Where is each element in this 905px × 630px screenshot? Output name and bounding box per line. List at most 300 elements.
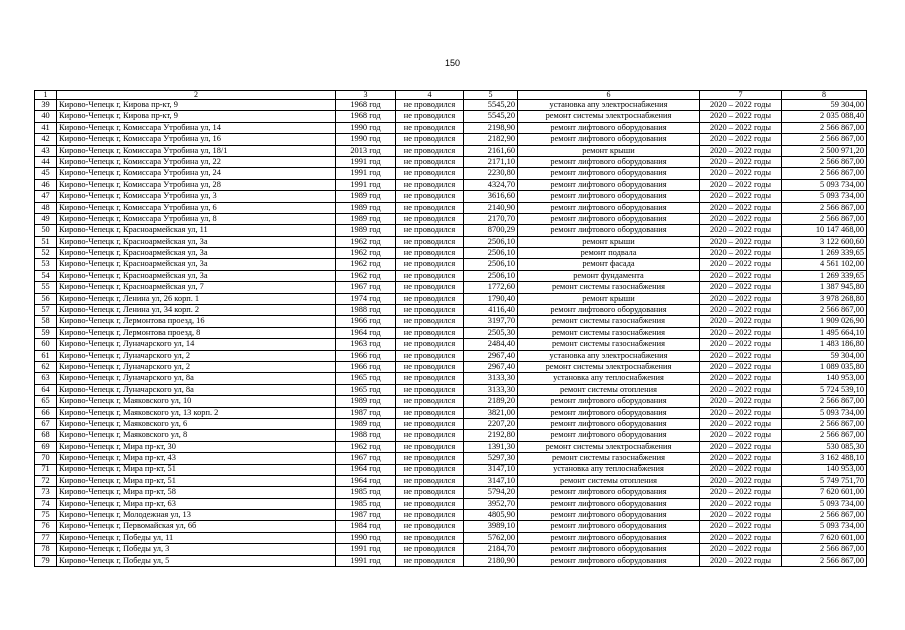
row-number-cell: 66 bbox=[35, 407, 57, 418]
work-type-cell: установка апу теплоснабжения bbox=[518, 373, 700, 384]
table-row bbox=[35, 544, 867, 555]
row-number-cell: 41 bbox=[35, 122, 57, 133]
period-cell: 2020 – 2022 годы bbox=[700, 168, 782, 179]
last-repair-cell: не проводился bbox=[396, 145, 464, 156]
work-type-cell: ремонт крыши bbox=[518, 293, 700, 304]
year-built-cell: 1991 год bbox=[336, 179, 396, 190]
address-cell: Кирово-Чепецк г, Комиссара Утробина ул, 6 bbox=[57, 202, 336, 213]
area-cell: 3616,60 bbox=[464, 191, 518, 202]
cost-cell: 5 093 734,00 bbox=[782, 521, 867, 532]
year-built-cell: 1966 год bbox=[336, 361, 396, 372]
work-type-cell: ремонт системы отопления bbox=[518, 475, 700, 486]
work-type-cell: ремонт крыши bbox=[518, 145, 700, 156]
table-row bbox=[35, 350, 867, 361]
table-row bbox=[35, 475, 867, 486]
address-cell: Кирово-Чепецк г, Красноармейская ул, 3а bbox=[57, 248, 336, 259]
year-built-cell: 1987 год bbox=[336, 510, 396, 521]
row-number-cell: 52 bbox=[35, 248, 57, 259]
last-repair-cell: не проводился bbox=[396, 532, 464, 543]
row-number-cell: 72 bbox=[35, 475, 57, 486]
address-cell: Кирово-Чепецк г, Комиссара Утробина ул, 8 bbox=[57, 213, 336, 224]
address-cell: Кирово-Чепецк г, Комиссара Утробина ул, 28 bbox=[57, 179, 336, 190]
period-cell: 2020 – 2022 годы bbox=[700, 122, 782, 133]
cost-cell: 5 093 734,00 bbox=[782, 191, 867, 202]
period-cell: 2020 – 2022 годы bbox=[700, 407, 782, 418]
period-cell: 2020 – 2022 годы bbox=[700, 510, 782, 521]
work-type-cell: ремонт лифтового оборудования bbox=[518, 407, 700, 418]
address-cell: Кирово-Чепецк г, Лермонтова проезд, 8 bbox=[57, 327, 336, 338]
period-cell: 2020 – 2022 годы bbox=[700, 555, 782, 566]
area-cell: 2180,90 bbox=[464, 555, 518, 566]
address-cell: Кирово-Чепецк г, Маяковского ул, 6 bbox=[57, 418, 336, 429]
work-type-cell: ремонт лифтового оборудования bbox=[518, 225, 700, 236]
address-cell: Кирово-Чепецк г, Мира пр-кт, 51 bbox=[57, 475, 336, 486]
period-cell: 2020 – 2022 годы bbox=[700, 453, 782, 464]
year-built-cell: 1984 год bbox=[336, 521, 396, 532]
last-repair-cell: не проводился bbox=[396, 396, 464, 407]
year-built-cell: 1985 год bbox=[336, 498, 396, 509]
year-built-cell: 1962 год bbox=[336, 248, 396, 259]
work-type-cell: ремонт системы электроснабжения bbox=[518, 111, 700, 122]
work-type-cell: ремонт лифтового оборудования bbox=[518, 191, 700, 202]
cost-cell: 140 953,00 bbox=[782, 464, 867, 475]
row-number-cell: 57 bbox=[35, 305, 57, 316]
area-cell: 2189,20 bbox=[464, 396, 518, 407]
year-built-cell: 2013 год bbox=[336, 145, 396, 156]
address-cell: Кирово-Чепецк г, Красноармейская ул, 11 bbox=[57, 225, 336, 236]
table-row bbox=[35, 134, 867, 145]
year-built-cell: 1964 год bbox=[336, 475, 396, 486]
last-repair-cell: не проводился bbox=[396, 441, 464, 452]
work-type-cell: ремонт системы газоснабжения bbox=[518, 339, 700, 350]
table-row bbox=[35, 213, 867, 224]
cost-cell: 5 093 734,00 bbox=[782, 407, 867, 418]
address-cell: Кирово-Чепецк г, Мира пр-кт, 43 bbox=[57, 453, 336, 464]
year-built-cell: 1991 год bbox=[336, 544, 396, 555]
work-type-cell: ремонт системы газоснабжения bbox=[518, 327, 700, 338]
cost-cell: 2 566 867,00 bbox=[782, 213, 867, 224]
row-number-cell: 64 bbox=[35, 384, 57, 395]
row-number-cell: 42 bbox=[35, 134, 57, 145]
area-cell: 2484,40 bbox=[464, 339, 518, 350]
table-row bbox=[35, 464, 867, 475]
last-repair-cell: не проводился bbox=[396, 430, 464, 441]
row-number-cell: 59 bbox=[35, 327, 57, 338]
period-cell: 2020 – 2022 годы bbox=[700, 532, 782, 543]
column-header-address: 2 bbox=[57, 91, 336, 100]
area-cell: 2184,70 bbox=[464, 544, 518, 555]
cost-cell: 3 122 600,60 bbox=[782, 236, 867, 247]
year-built-cell: 1967 год bbox=[336, 282, 396, 293]
table-row bbox=[35, 156, 867, 167]
cost-cell: 1 269 339,65 bbox=[782, 270, 867, 281]
address-cell: Кирово-Чепецк г, Маяковского ул, 8 bbox=[57, 430, 336, 441]
table-row bbox=[35, 305, 867, 316]
area-cell: 5762,00 bbox=[464, 532, 518, 543]
table-row bbox=[35, 111, 867, 122]
work-type-cell: установка апу электроснабжения bbox=[518, 100, 700, 111]
row-number-cell: 60 bbox=[35, 339, 57, 350]
address-cell: Кирово-Чепецк г, Комиссара Утробина ул, 14 bbox=[57, 122, 336, 133]
address-cell: Кирово-Чепецк г, Победы ул, 5 bbox=[57, 555, 336, 566]
period-cell: 2020 – 2022 годы bbox=[700, 248, 782, 259]
row-number-cell: 62 bbox=[35, 361, 57, 372]
row-number-cell: 50 bbox=[35, 225, 57, 236]
period-cell: 2020 – 2022 годы bbox=[700, 191, 782, 202]
work-type-cell: ремонт системы газоснабжения bbox=[518, 316, 700, 327]
cost-cell: 530 085,30 bbox=[782, 441, 867, 452]
year-built-cell: 1990 год bbox=[336, 122, 396, 133]
period-cell: 2020 – 2022 годы bbox=[700, 225, 782, 236]
row-number-cell: 46 bbox=[35, 179, 57, 190]
address-cell: Кирово-Чепецк г, Мира пр-кт, 63 bbox=[57, 498, 336, 509]
work-type-cell: ремонт лифтового оборудования bbox=[518, 396, 700, 407]
page-number: 150 bbox=[444, 58, 461, 68]
period-cell: 2020 – 2022 годы bbox=[700, 441, 782, 452]
cost-cell: 2 566 867,00 bbox=[782, 418, 867, 429]
last-repair-cell: не проводился bbox=[396, 282, 464, 293]
column-header-cost: 8 bbox=[782, 91, 867, 100]
period-cell: 2020 – 2022 годы bbox=[700, 464, 782, 475]
area-cell: 3133,30 bbox=[464, 373, 518, 384]
address-cell: Кирово-Чепецк г, Луначарского ул, 8а bbox=[57, 384, 336, 395]
year-built-cell: 1966 год bbox=[336, 316, 396, 327]
year-built-cell: 1965 год bbox=[336, 384, 396, 395]
area-cell: 3989,10 bbox=[464, 521, 518, 532]
last-repair-cell: не проводился bbox=[396, 475, 464, 486]
area-cell: 2170,70 bbox=[464, 213, 518, 224]
row-number-cell: 68 bbox=[35, 430, 57, 441]
last-repair-cell: не проводился bbox=[396, 270, 464, 281]
period-cell: 2020 – 2022 годы bbox=[700, 396, 782, 407]
row-number-cell: 74 bbox=[35, 498, 57, 509]
work-type-cell: ремонт лифтового оборудования bbox=[518, 168, 700, 179]
address-cell: Кирово-Чепецк г, Комиссара Утробина ул, 3 bbox=[57, 191, 336, 202]
cost-cell: 2 566 867,00 bbox=[782, 396, 867, 407]
cost-cell: 59 304,00 bbox=[782, 350, 867, 361]
last-repair-cell: не проводился bbox=[396, 521, 464, 532]
work-type-cell: ремонт фундамента bbox=[518, 270, 700, 281]
cost-cell: 2 035 088,40 bbox=[782, 111, 867, 122]
area-cell: 5794,20 bbox=[464, 487, 518, 498]
work-type-cell: установка апу теплоснабжения bbox=[518, 464, 700, 475]
year-built-cell: 1989 год bbox=[336, 191, 396, 202]
row-number-cell: 47 bbox=[35, 191, 57, 202]
work-type-cell: ремонт лифтового оборудования bbox=[518, 122, 700, 133]
period-cell: 2020 – 2022 годы bbox=[700, 270, 782, 281]
work-type-cell: ремонт системы электроснабжения bbox=[518, 361, 700, 372]
table-row bbox=[35, 498, 867, 509]
work-type-cell: ремонт крыши bbox=[518, 236, 700, 247]
table-row bbox=[35, 453, 867, 464]
address-cell: Кирово-Чепецк г, Комиссара Утробина ул, 22 bbox=[57, 156, 336, 167]
table-row bbox=[35, 396, 867, 407]
row-number-cell: 43 bbox=[35, 145, 57, 156]
period-cell: 2020 – 2022 годы bbox=[700, 544, 782, 555]
year-built-cell: 1962 год bbox=[336, 441, 396, 452]
cost-cell: 5 093 734,00 bbox=[782, 179, 867, 190]
last-repair-cell: не проводился bbox=[396, 156, 464, 167]
year-built-cell: 1987 год bbox=[336, 407, 396, 418]
period-cell: 2020 – 2022 годы bbox=[700, 179, 782, 190]
work-type-cell: ремонт лифтового оборудования bbox=[518, 521, 700, 532]
last-repair-cell: не проводился bbox=[396, 248, 464, 259]
last-repair-cell: не проводился bbox=[396, 453, 464, 464]
area-cell: 1391,30 bbox=[464, 441, 518, 452]
table-row bbox=[35, 407, 867, 418]
last-repair-cell: не проводился bbox=[396, 100, 464, 111]
area-cell: 2967,40 bbox=[464, 350, 518, 361]
year-built-cell: 1991 год bbox=[336, 555, 396, 566]
address-cell: Кирово-Чепецк г, Красноармейская ул, 7 bbox=[57, 282, 336, 293]
year-built-cell: 1963 год bbox=[336, 339, 396, 350]
period-cell: 2020 – 2022 годы bbox=[700, 327, 782, 338]
address-cell: Кирово-Чепецк г, Кирова пр-кт, 9 bbox=[57, 111, 336, 122]
last-repair-cell: не проводился bbox=[396, 305, 464, 316]
year-built-cell: 1985 год bbox=[336, 487, 396, 498]
area-cell: 3821,00 bbox=[464, 407, 518, 418]
work-type-cell: ремонт лифтового оборудования bbox=[518, 498, 700, 509]
cost-cell: 2 566 867,00 bbox=[782, 156, 867, 167]
year-built-cell: 1991 год bbox=[336, 156, 396, 167]
area-cell: 5545,20 bbox=[464, 100, 518, 111]
work-type-cell: ремонт подвала bbox=[518, 248, 700, 259]
table-row bbox=[35, 487, 867, 498]
period-cell: 2020 – 2022 годы bbox=[700, 361, 782, 372]
period-cell: 2020 – 2022 годы bbox=[700, 202, 782, 213]
period-cell: 2020 – 2022 годы bbox=[700, 305, 782, 316]
row-number-cell: 67 bbox=[35, 418, 57, 429]
cost-cell: 1 483 186,80 bbox=[782, 339, 867, 350]
cost-cell: 1 269 339,65 bbox=[782, 248, 867, 259]
year-built-cell: 1966 год bbox=[336, 350, 396, 361]
period-cell: 2020 – 2022 годы bbox=[700, 259, 782, 270]
area-cell: 2140,90 bbox=[464, 202, 518, 213]
last-repair-cell: не проводился bbox=[396, 316, 464, 327]
table-row bbox=[35, 202, 867, 213]
cost-cell: 2 566 867,00 bbox=[782, 122, 867, 133]
row-number-cell: 54 bbox=[35, 270, 57, 281]
cost-cell: 2 566 867,00 bbox=[782, 544, 867, 555]
area-cell: 5297,30 bbox=[464, 453, 518, 464]
table-row bbox=[35, 100, 867, 111]
work-type-cell: ремонт лифтового оборудования bbox=[518, 532, 700, 543]
work-type-cell: установка апу электроснабжения bbox=[518, 350, 700, 361]
area-cell: 5545,20 bbox=[464, 111, 518, 122]
row-number-cell: 73 bbox=[35, 487, 57, 498]
table-row bbox=[35, 418, 867, 429]
area-cell: 2506,10 bbox=[464, 259, 518, 270]
period-cell: 2020 – 2022 годы bbox=[700, 293, 782, 304]
work-type-cell: ремонт лифтового оборудования bbox=[518, 202, 700, 213]
year-built-cell: 1989 год bbox=[336, 396, 396, 407]
last-repair-cell: не проводился bbox=[396, 168, 464, 179]
column-header-number: 1 bbox=[35, 91, 57, 100]
last-repair-cell: не проводился bbox=[396, 350, 464, 361]
address-cell: Кирово-Чепецк г, Красноармейская ул, 3а bbox=[57, 270, 336, 281]
area-cell: 2171,10 bbox=[464, 156, 518, 167]
row-number-cell: 71 bbox=[35, 464, 57, 475]
row-number-cell: 56 bbox=[35, 293, 57, 304]
period-cell: 2020 – 2022 годы bbox=[700, 521, 782, 532]
work-type-cell: ремонт лифтового оборудования bbox=[518, 510, 700, 521]
cost-cell: 2 566 867,00 bbox=[782, 305, 867, 316]
cost-cell: 59 304,00 bbox=[782, 100, 867, 111]
column-header-year-built: 3 bbox=[336, 91, 396, 100]
address-cell: Кирово-Чепецк г, Ленина ул, 26 корп. 1 bbox=[57, 293, 336, 304]
table-row bbox=[35, 259, 867, 270]
address-cell: Кирово-Чепецк г, Ленина ул, 34 корп. 2 bbox=[57, 305, 336, 316]
address-cell: Кирово-Чепецк г, Маяковского ул, 10 bbox=[57, 396, 336, 407]
table-row bbox=[35, 168, 867, 179]
cost-cell: 2 566 867,00 bbox=[782, 168, 867, 179]
period-cell: 2020 – 2022 годы bbox=[700, 487, 782, 498]
address-cell: Кирово-Чепецк г, Маяковского ул, 13 корп. 2 bbox=[57, 407, 336, 418]
row-number-cell: 76 bbox=[35, 521, 57, 532]
address-cell: Кирово-Чепецк г, Комиссара Утробина ул, 24 bbox=[57, 168, 336, 179]
cost-cell: 140 953,00 bbox=[782, 373, 867, 384]
year-built-cell: 1962 год bbox=[336, 259, 396, 270]
table-row bbox=[35, 122, 867, 133]
area-cell: 1790,40 bbox=[464, 293, 518, 304]
area-cell: 2506,10 bbox=[464, 270, 518, 281]
area-cell: 2161,60 bbox=[464, 145, 518, 156]
work-type-cell: ремонт лифтового оборудования bbox=[518, 418, 700, 429]
area-cell: 3147,10 bbox=[464, 475, 518, 486]
table-row bbox=[35, 532, 867, 543]
cost-cell: 5 749 751,70 bbox=[782, 475, 867, 486]
year-built-cell: 1964 год bbox=[336, 464, 396, 475]
work-type-cell: ремонт лифтового оборудования bbox=[518, 156, 700, 167]
last-repair-cell: не проводился bbox=[396, 418, 464, 429]
last-repair-cell: не проводился bbox=[396, 361, 464, 372]
work-type-cell: ремонт лифтового оборудования bbox=[518, 430, 700, 441]
row-number-cell: 77 bbox=[35, 532, 57, 543]
row-number-cell: 49 bbox=[35, 213, 57, 224]
year-built-cell: 1989 год bbox=[336, 418, 396, 429]
work-type-cell: ремонт лифтового оборудования bbox=[518, 213, 700, 224]
column-header-last-repair: 4 bbox=[396, 91, 464, 100]
year-built-cell: 1962 год bbox=[336, 270, 396, 281]
period-cell: 2020 – 2022 годы bbox=[700, 350, 782, 361]
last-repair-cell: не проводился bbox=[396, 555, 464, 566]
last-repair-cell: не проводился bbox=[396, 111, 464, 122]
row-number-cell: 65 bbox=[35, 396, 57, 407]
work-type-cell: ремонт фасада bbox=[518, 259, 700, 270]
last-repair-cell: не проводился bbox=[396, 236, 464, 247]
table-row bbox=[35, 191, 867, 202]
area-cell: 8700,29 bbox=[464, 225, 518, 236]
table-row bbox=[35, 510, 867, 521]
address-cell: Кирово-Чепецк г, Первомайская ул, 6б bbox=[57, 521, 336, 532]
period-cell: 2020 – 2022 годы bbox=[700, 498, 782, 509]
address-cell: Кирово-Чепецк г, Луначарского ул, 14 bbox=[57, 339, 336, 350]
year-built-cell: 1988 год bbox=[336, 430, 396, 441]
last-repair-cell: не проводился bbox=[396, 384, 464, 395]
address-cell: Кирово-Чепецк г, Победы ул, 11 bbox=[57, 532, 336, 543]
last-repair-cell: не проводился bbox=[396, 327, 464, 338]
area-cell: 3147,10 bbox=[464, 464, 518, 475]
row-number-cell: 40 bbox=[35, 111, 57, 122]
table-row bbox=[35, 225, 867, 236]
cost-cell: 2 500 971,20 bbox=[782, 145, 867, 156]
row-number-cell: 79 bbox=[35, 555, 57, 566]
year-built-cell: 1991 год bbox=[336, 168, 396, 179]
table-row bbox=[35, 327, 867, 338]
table-row bbox=[35, 145, 867, 156]
row-number-cell: 63 bbox=[35, 373, 57, 384]
address-cell: Кирово-Чепецк г, Мира пр-кт, 51 bbox=[57, 464, 336, 475]
year-built-cell: 1967 год bbox=[336, 453, 396, 464]
table-row bbox=[35, 248, 867, 259]
last-repair-cell: не проводился bbox=[396, 202, 464, 213]
cost-cell: 1 089 035,80 bbox=[782, 361, 867, 372]
cost-cell: 4 561 102,00 bbox=[782, 259, 867, 270]
address-cell: Кирово-Чепецк г, Комиссара Утробина ул, 18/1 bbox=[57, 145, 336, 156]
cost-cell: 3 162 488,10 bbox=[782, 453, 867, 464]
address-cell: Кирово-Чепецк г, Кирова пр-кт, 9 bbox=[57, 100, 336, 111]
period-cell: 2020 – 2022 годы bbox=[700, 145, 782, 156]
table-row bbox=[35, 430, 867, 441]
last-repair-cell: не проводился bbox=[396, 293, 464, 304]
year-built-cell: 1965 год bbox=[336, 373, 396, 384]
address-cell: Кирово-Чепецк г, Красноармейская ул, 3а bbox=[57, 259, 336, 270]
period-cell: 2020 – 2022 годы bbox=[700, 134, 782, 145]
area-cell: 4805,90 bbox=[464, 510, 518, 521]
address-cell: Кирово-Чепецк г, Молодежная ул, 13 bbox=[57, 510, 336, 521]
cost-cell: 3 978 268,80 bbox=[782, 293, 867, 304]
row-number-cell: 48 bbox=[35, 202, 57, 213]
cost-cell: 2 566 867,00 bbox=[782, 555, 867, 566]
work-type-cell: ремонт системы отопления bbox=[518, 384, 700, 395]
work-type-cell: ремонт лифтового оборудования bbox=[518, 544, 700, 555]
table-row bbox=[35, 521, 867, 532]
work-type-cell: ремонт лифтового оборудования bbox=[518, 179, 700, 190]
table-row bbox=[35, 384, 867, 395]
period-cell: 2020 – 2022 годы bbox=[700, 213, 782, 224]
area-cell: 4324,70 bbox=[464, 179, 518, 190]
last-repair-cell: не проводился bbox=[396, 487, 464, 498]
row-number-cell: 53 bbox=[35, 259, 57, 270]
year-built-cell: 1968 год bbox=[336, 111, 396, 122]
row-number-cell: 39 bbox=[35, 100, 57, 111]
cost-cell: 10 147 468,00 bbox=[782, 225, 867, 236]
period-cell: 2020 – 2022 годы bbox=[700, 384, 782, 395]
area-cell: 2505,30 bbox=[464, 327, 518, 338]
work-type-cell: ремонт лифтового оборудования bbox=[518, 305, 700, 316]
cost-cell: 2 566 867,00 bbox=[782, 202, 867, 213]
period-cell: 2020 – 2022 годы bbox=[700, 316, 782, 327]
area-cell: 3952,70 bbox=[464, 498, 518, 509]
period-cell: 2020 – 2022 годы bbox=[700, 475, 782, 486]
address-cell: Кирово-Чепецк г, Луначарского ул, 2 bbox=[57, 361, 336, 372]
last-repair-cell: не проводился bbox=[396, 373, 464, 384]
row-number-cell: 75 bbox=[35, 510, 57, 521]
period-cell: 2020 – 2022 годы bbox=[700, 418, 782, 429]
area-cell: 1772,60 bbox=[464, 282, 518, 293]
last-repair-cell: не проводился bbox=[396, 498, 464, 509]
work-type-cell: ремонт системы газоснабжения bbox=[518, 453, 700, 464]
last-repair-cell: не проводился bbox=[396, 191, 464, 202]
period-cell: 2020 – 2022 годы bbox=[700, 156, 782, 167]
work-type-cell: ремонт лифтового оборудования bbox=[518, 487, 700, 498]
year-built-cell: 1964 год bbox=[336, 327, 396, 338]
period-cell: 2020 – 2022 годы bbox=[700, 100, 782, 111]
year-built-cell: 1989 год bbox=[336, 213, 396, 224]
table-row bbox=[35, 270, 867, 281]
cost-cell: 2 566 867,00 bbox=[782, 134, 867, 145]
last-repair-cell: не проводился bbox=[396, 213, 464, 224]
